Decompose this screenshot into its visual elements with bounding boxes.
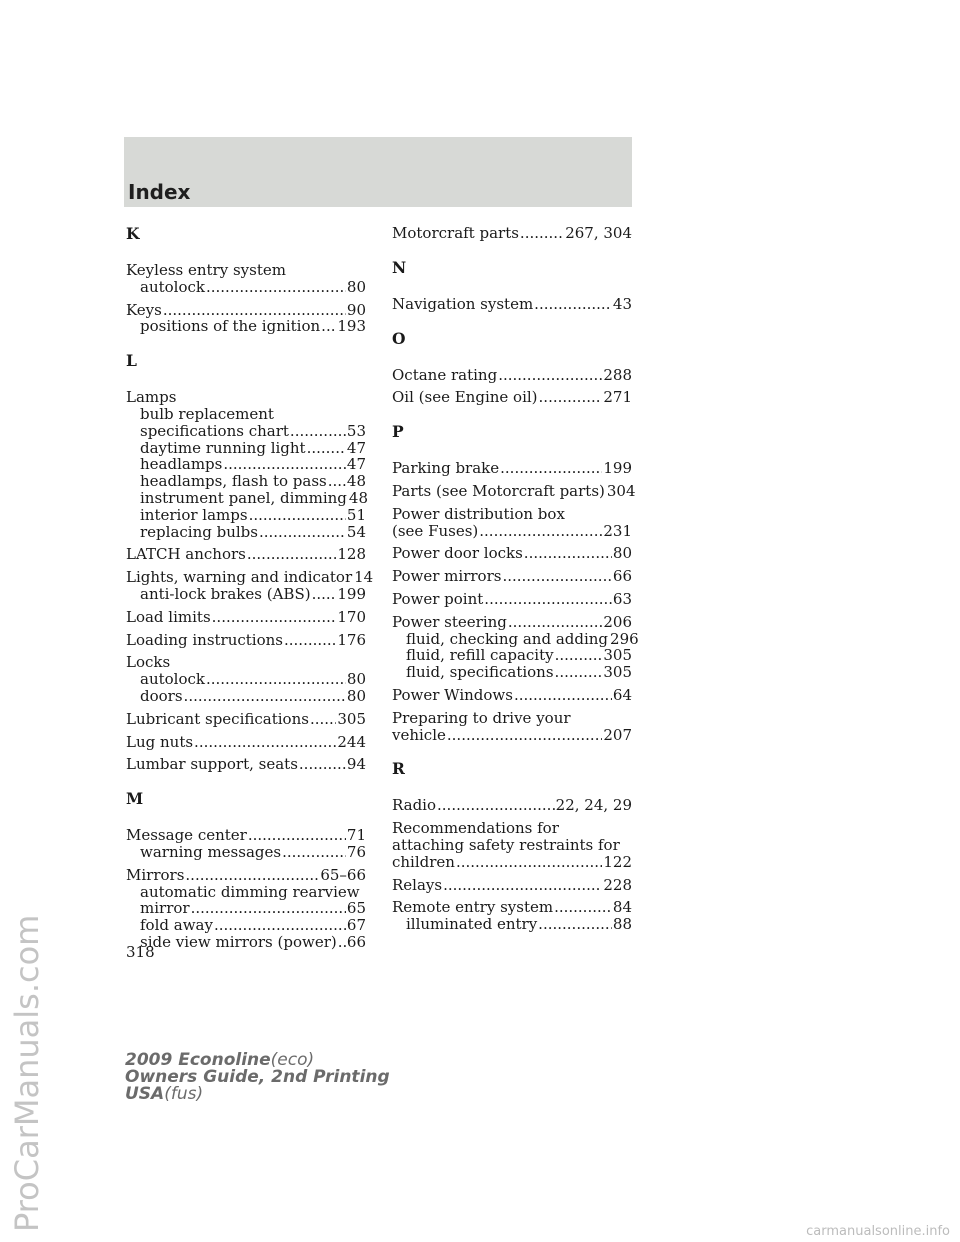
dot-leader [299,756,346,773]
index-entry [126,546,366,563]
index-entry [392,460,632,477]
dot-leader [524,545,612,562]
dot-leader [290,423,346,440]
entry-text: Parking brake [392,459,500,478]
index-entry-line [126,654,366,671]
page-reference: 90 [346,300,366,319]
index-subentry-line [126,917,366,934]
index-entry-line [392,614,632,631]
index-entry [126,302,366,336]
page-reference: 14 [354,568,374,587]
index-entry-line [126,867,366,884]
page-reference: 304 [606,481,636,500]
dot-leader [310,711,336,728]
index-subentry-line [126,318,366,335]
page-reference: 122 [603,852,632,871]
entry-text: Keys [126,300,162,319]
page-reference: 65–66 [320,865,366,884]
index-entry-line [392,367,632,384]
index-entry [392,506,632,540]
section-title: Index [128,180,191,204]
index-entry-line [126,546,366,563]
page-reference: 67 [346,916,366,935]
page-reference: 76 [346,842,366,861]
index-entry-line [126,262,366,279]
dot-leader [514,687,612,704]
dot-leader [498,367,602,384]
index-subentry-line [126,490,366,507]
section-header-bar [124,137,632,207]
index-entry [392,481,636,500]
entry-text: autolock [140,277,205,296]
index-subentry-line [126,934,366,951]
index-entry-line [392,389,632,406]
index-subentry-line [392,916,632,933]
index-subentry-line [126,406,366,423]
page-reference: 47 [346,455,366,474]
entry-text: Power steering [392,612,507,631]
index-entry [392,367,632,384]
index-entry-line [392,687,632,704]
page-reference: 54 [346,522,366,541]
entry-text: replacing bulbs [140,522,258,541]
dot-leader [500,460,602,477]
page-reference: 47 [346,438,366,457]
dot-leader [223,456,346,473]
index-subentry-line [392,647,632,664]
index-entry-line [392,899,632,916]
entry-text: warning messages [140,842,282,861]
index-subentry-line [126,586,366,603]
page-reference: 66 [612,567,632,586]
document-footer [125,1052,390,1103]
index-entry-line [392,460,632,477]
page-reference: 94 [346,755,366,774]
page-reference: 267, 304 [565,224,632,242]
entry-text: Lamps [126,388,177,407]
index-entry-line [126,389,366,406]
index-entry [392,877,632,894]
dot-leader [247,546,336,563]
index-subentry-line [126,884,366,901]
entry-text: Motorcraft parts [392,224,519,242]
footer-market: USA [125,1084,165,1104]
index-entry-line [392,506,632,523]
entry-text: bulb replacement [140,404,274,423]
entry-text: fold away [140,916,213,935]
entry-text: fluid, refill capacity [406,646,554,665]
index-subentry-line [126,688,366,705]
page-reference: 80 [346,686,366,705]
entry-text: instrument panel, dimming [140,488,347,507]
page-reference: 228 [603,875,632,894]
entry-text: Lumbar support, seats [126,755,298,774]
index-entry [392,797,632,814]
dot-leader [212,609,337,626]
index-entry [126,756,366,773]
page-reference: 66 [346,932,366,951]
dot-leader [479,523,602,540]
page-reference: 43 [612,294,632,313]
dot-leader [508,614,602,631]
dot-leader [206,671,346,688]
index-entry-line [126,827,366,844]
dot-leader [520,225,564,242]
index-subentry-line [126,440,366,457]
entry-text: Power mirrors [392,567,502,586]
index-letter-heading: O [392,328,406,348]
dot-leader [321,318,336,335]
page-reference: 88 [612,915,632,934]
footer-line-3 [125,1086,390,1103]
index-column-right [392,224,639,939]
entry-text: fluid, specifications [406,663,554,682]
index-entry-line [392,727,632,744]
index-entry [126,632,366,649]
index-subentry-line [126,507,366,524]
entry-text: Locks [126,653,171,672]
dot-leader [249,507,346,524]
dot-leader [554,899,612,916]
index-entry [392,612,639,682]
index-entry-line [126,734,366,751]
page-reference: 84 [612,898,632,917]
index-subentry-line [126,671,366,688]
index-entry-line [392,854,632,871]
index-entry-line [392,591,632,608]
dot-leader [437,797,555,814]
page-reference: 207 [603,725,632,744]
entry-text: vehicle [392,725,446,744]
entry-text: daytime running light [140,438,306,457]
index-column-left [126,224,374,957]
entry-text: Preparing to drive your [392,708,571,727]
entry-text: Load limits [126,607,211,626]
dot-leader [185,867,319,884]
page-reference: 128 [337,545,366,564]
page-reference: 305 [603,646,632,665]
index-entry [126,734,366,751]
dot-leader [206,279,346,296]
entry-text: interior lamps [140,505,248,524]
entry-text: LATCH anchors [126,545,246,564]
index-entry-line [392,545,632,562]
index-subentry-line [126,456,366,473]
index-letter-heading: R [392,759,405,779]
index-entry-line [392,225,632,242]
entry-text: specifications chart [140,421,289,440]
entry-text: Mirrors [126,865,185,884]
index-entry [126,568,374,603]
index-subentry-line [392,629,639,648]
dot-leader [534,296,612,313]
dot-leader [502,568,611,585]
dot-leader [338,934,346,951]
entry-text: illuminated entry [406,915,538,934]
entry-text: autolock [140,670,205,689]
entry-text: Parts (see Motorcraft parts) [392,481,605,500]
entry-text: children [392,852,455,871]
index-entry [126,827,366,861]
footer-model-code: (eco) [270,1050,315,1070]
dot-leader [284,632,336,649]
dot-leader [191,900,346,917]
side-watermark: ProCarManuals.com [8,914,46,1232]
dot-leader [538,916,612,933]
index-subentry-line [126,423,366,440]
dot-leader [443,877,602,894]
entry-text: anti-lock brakes (ABS) [140,584,311,603]
index-entry [392,389,632,406]
entry-text: Navigation system [392,294,534,313]
entry-text: Remote entry system [392,898,554,917]
entry-text: positions of the ignition [140,317,321,336]
page-reference: 53 [346,421,366,440]
entry-text: Power distribution box [392,504,565,523]
dot-leader [555,647,603,664]
page-reference: 199 [337,584,366,603]
footer-line-2: Owners Guide, 2nd Printing [125,1067,390,1087]
dot-leader [214,917,346,934]
index-letter-heading: M [126,789,144,809]
index-entry [126,609,366,626]
dot-leader [282,844,346,861]
index-entry [392,568,632,585]
page-reference: 199 [603,459,632,478]
dot-leader [163,302,346,319]
index-letter-heading: P [392,422,404,442]
index-entry-line [126,302,366,319]
entry-text: Oil (see Engine oil) [392,388,538,407]
entry-text: Lug nuts [126,732,194,751]
entry-text: Message center [126,826,247,845]
index-entry [392,591,632,608]
index-entry-line [126,756,366,773]
page-reference: 288 [603,365,632,384]
index-subentry-line [392,664,632,681]
page-number: 318 [126,943,155,961]
dot-leader [447,727,602,744]
page-reference: 193 [337,317,366,336]
entry-text: Loading instructions [126,630,283,649]
entry-text: automatic dimming rearview [140,882,360,901]
index-entry-line [392,837,632,854]
dot-leader [328,473,346,490]
page-reference: 305 [337,709,366,728]
index-entry-line [392,296,632,313]
entry-text: Relays [392,875,443,894]
entry-text: attaching safety restraints for [392,835,620,854]
entry-text: headlamps, flash to pass [140,472,327,491]
index-entry-line [392,710,632,727]
dot-leader [539,389,603,406]
page-reference: 63 [612,589,632,608]
entry-text: Keyless entry system [126,261,286,279]
index-entry [126,262,366,296]
index-subentry-line [126,524,366,541]
index-letter-heading: N [392,257,407,277]
entry-text: side view mirrors (power) [140,932,337,951]
index-entry-line [126,632,366,649]
entry-text: Power door locks [392,544,523,563]
index-subentry-line [126,473,366,490]
dot-leader [484,591,612,608]
index-letter-heading: K [126,224,140,243]
index-entry [392,820,632,870]
bottom-watermark: carmanualsonline.info [806,1224,950,1239]
index-entry [126,711,366,728]
dot-leader [456,854,602,871]
page-reference: 305 [603,663,632,682]
index-entry [392,296,632,313]
entry-text: headlamps [140,455,223,474]
page-reference: 80 [346,670,366,689]
index-subentry-line [126,844,366,861]
page-reference: 65 [346,899,366,918]
page-reference: 80 [612,544,632,563]
entry-text: doors [140,686,183,705]
entry-text: Lubricant specifications [126,709,309,728]
page-reference: 64 [612,685,632,704]
index-subentry-line [126,279,366,296]
index-subentry-line [126,900,366,917]
index-entry-line [392,877,632,894]
index-entry [126,867,366,951]
entry-text: Power Windows [392,685,513,704]
page-reference: 231 [603,521,632,540]
index-entry [392,545,632,562]
page-reference: 206 [603,612,632,631]
entry-text: Lights, warning and indicator [126,568,353,587]
dot-leader [194,734,336,751]
index-entry-line [126,711,366,728]
page-reference: 271 [603,388,632,407]
dot-leader [555,664,603,681]
entry-text: (see Fuses) [392,521,479,540]
index-entry-line [392,820,632,837]
index-entry [126,389,366,540]
footer-model: 2009 Econoline [125,1050,271,1070]
footer-market-code: (fus) [164,1084,204,1104]
page-reference: 51 [346,505,366,524]
page-reference: 48 [346,472,366,491]
index-entry-line [392,523,632,540]
page-reference: 80 [346,277,366,296]
index-entry-line [392,481,636,500]
entry-text: Power point [392,589,484,608]
page-reference: 71 [346,826,366,845]
page-reference: 170 [337,607,366,626]
page-reference: 48 [348,488,368,507]
index-entry [392,225,632,242]
entry-text: Recommendations for [392,819,559,838]
dot-leader [184,688,346,705]
entry-text: Radio [392,796,437,815]
index-entry [392,710,632,744]
page-reference: 176 [337,630,366,649]
page-reference: 244 [337,732,366,751]
index-entry [126,654,366,704]
dot-leader [307,440,346,457]
index-entry [392,899,632,933]
index-letter-heading: L [126,351,137,371]
index-entry-line [126,609,366,626]
index-entry-line [392,797,632,814]
index-entry-line [126,568,374,587]
index-entry [392,687,632,704]
entry-text: fluid, checking and adding [406,629,609,648]
dot-leader [259,524,346,541]
entry-text: mirror [140,899,190,918]
page-reference: 296 [610,629,639,648]
dot-leader [248,827,346,844]
page-reference: 22, 24, 29 [555,796,632,815]
entry-text: Octane rating [392,365,498,384]
index-entry-line [392,568,632,585]
dot-leader [312,586,337,603]
